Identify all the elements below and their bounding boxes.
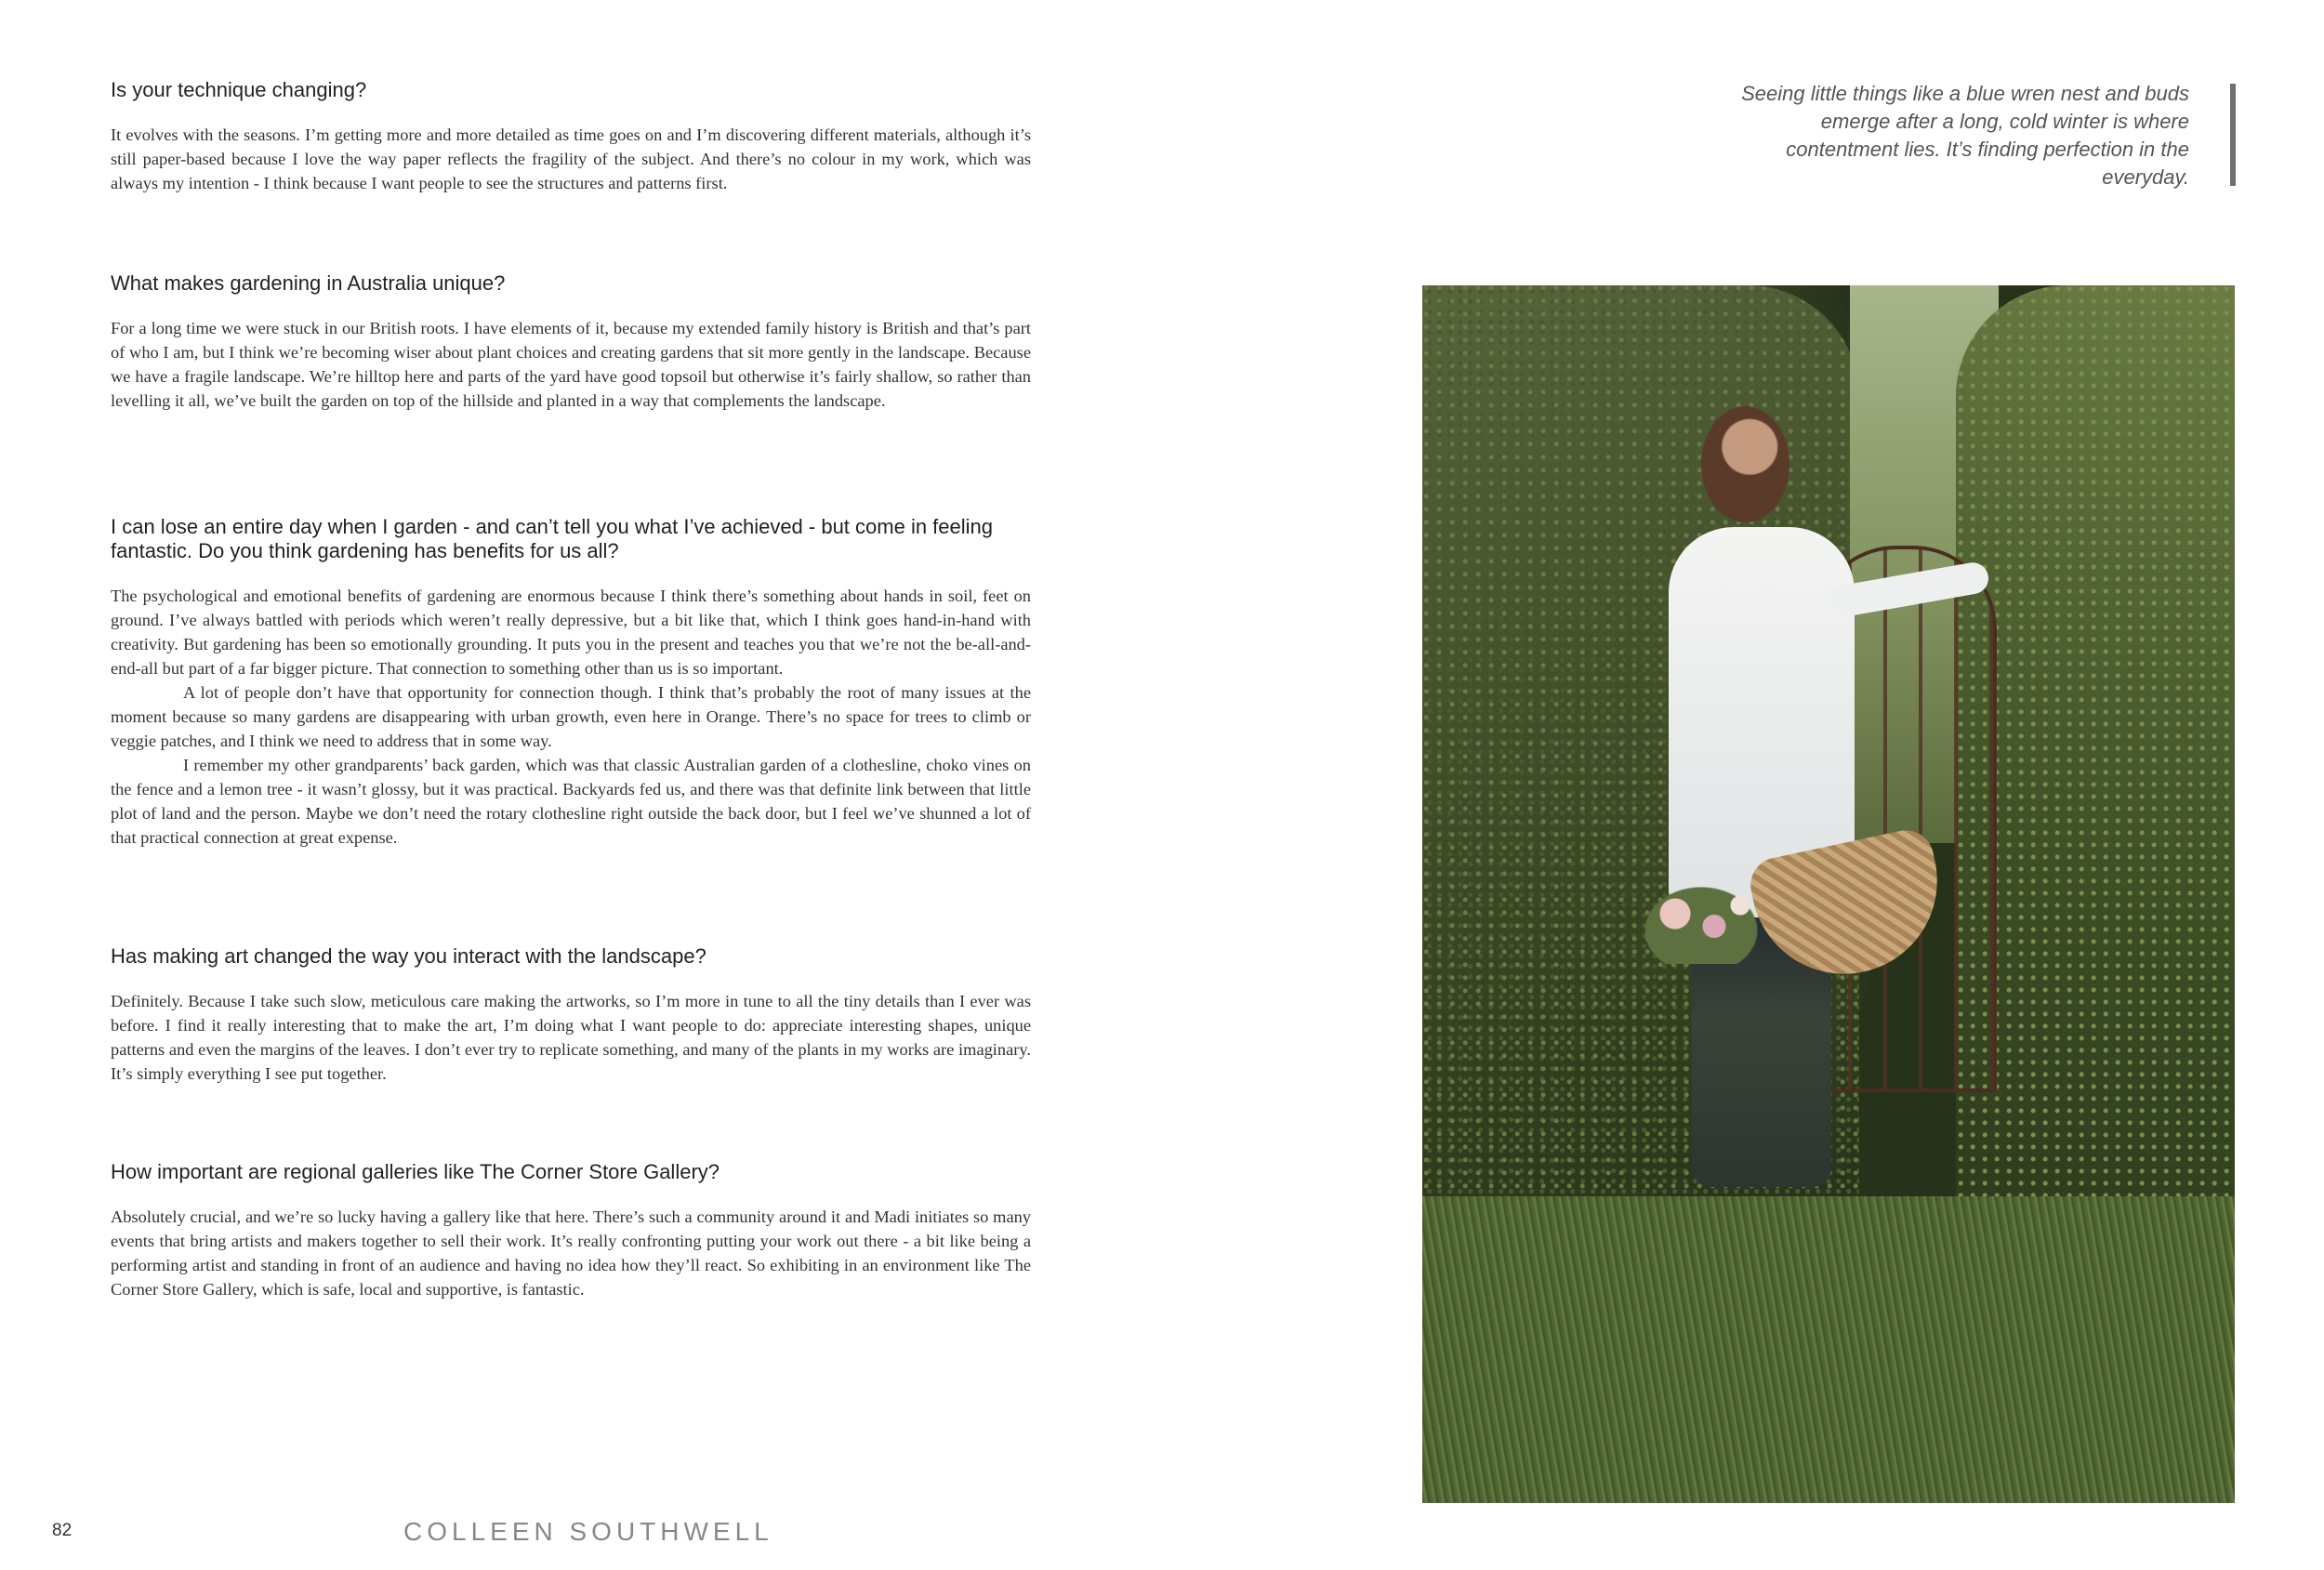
qa-section-australia [111,271,1031,413]
question-heading: Has making art changed the way you interact with the landscape? [111,944,706,968]
qa-section-benefits [111,515,1031,850]
answer-paragraph: Absolutely crucial, and we’re so lucky having a gallery like that here. There’s such a community around it and Madi initiates so many events that bring artists and makers together to sell their work. It’s really confronting putting your work out there - a bit like being a performing artist and standing in front of an audience and having no idea how they’ll react. So exhibiting in an environment like The Corner Store Gallery, which is safe, local and supportive, is fantastic. [111,1207,1031,1299]
pull-quote: Seeing little things like a blue wren nest and buds emerge after a long, cold winter is where contentment lies. It’s finding perfection in the everyday. [1741,82,2189,189]
question-heading: Is your technique changing? [111,78,367,101]
answer-paragraph: The psychological and emotional benefits of gardening are enormous because I think there’s something about hands in soil, feet on ground. I’ve always battled with periods which weren’t really depressive, but a bit like that, which I think goes hand-in-hand with creativity. But gardening has been so emotionally grounding. It puts you in the present and teaches you that we’re not the be-all-and-end-all but part of a far bigger picture. That connection to something other than us is so important. [111,587,1031,678]
author-name: COLLEEN SOUTHWELL [403,1517,773,1546]
pull-quote-bar [2230,84,2236,186]
answer-paragraph: For a long time we were stuck in our British roots. I have elements of it, because my extended family history is British and that’s part of who I am, but I think we’re becoming wiser about plant choices and creating gardens that sit more gently in the landscape. Because we have a fragile landscape. We’re hilltop here and parts of the yard have good topsoil but otherwise it’s fairly shallow, so rather than levelling it all, we’ve built the garden on top of the hillside and planted in a way that complements the landscape. [111,319,1031,410]
answer-paragraph: A lot of people don’t have that opportunity for connection though. I think that’s probably the root of many issues at the moment because so many gardens are disappearing with urban growth, even here in Orange. There’s no space for trees to climb or veggie patches, and I think we need to address that in some way. [111,683,1031,750]
answer-paragraph: Definitely. Because I take such slow, meticulous care making the artworks, so I’m more in tune to all the tiny details than I ever was before. I find it really interesting that to make the art, I’m doing what I want people to do: appreciate interesting shapes, unique patterns and even the margins of the leaves. I don’t ever try to replicate something, and many of the plants in my works are imaginary. It’s simply everything I see put together. [111,992,1031,1083]
qa-section-technique [111,78,1031,195]
lawn [1422,1196,2235,1503]
answer-paragraph: I remember my other grandparents’ back garden, which was that classic Australian garden of a clothesline, choko vines on the fence and a lemon tree - it wasn’t glossy, but it was practical. Backyards fed us, and there was that definite link between that little plot of land and the person. Maybe we don’t need the rotary clothesline right outside the back door, but I feel we’ve shunned a lot of that practical connection at great expense. [111,756,1031,847]
question-heading: What makes gardening in Australia unique? [111,271,506,295]
answer-paragraph: It evolves with the seasons. I’m getting more and more detailed as time goes on and I’m discovering different materials, although it’s still paper-based because I love the way paper reflects the fragility of the subject. And there’s no colour in my work, which was always my intention - I think because I want people to see the structures and patterns first. [111,125,1031,192]
hedge-right [1956,285,2235,1308]
flower-bouquet [1636,880,1766,964]
page-number: 82 [52,1521,73,1540]
garden-photo [1422,285,2235,1503]
person-head [1701,406,1789,522]
qa-section-galleries [111,1160,1031,1301]
qa-section-art-landscape [111,944,1031,1086]
question-heading: I can lose an entire day when I garden - and can’t tell you what I’ve achieved - but come in feeling fantastic. Do you think gardening has benefits for us all? [111,515,994,562]
question-heading: How important are regional galleries like The Corner Store Gallery? [111,1160,720,1183]
